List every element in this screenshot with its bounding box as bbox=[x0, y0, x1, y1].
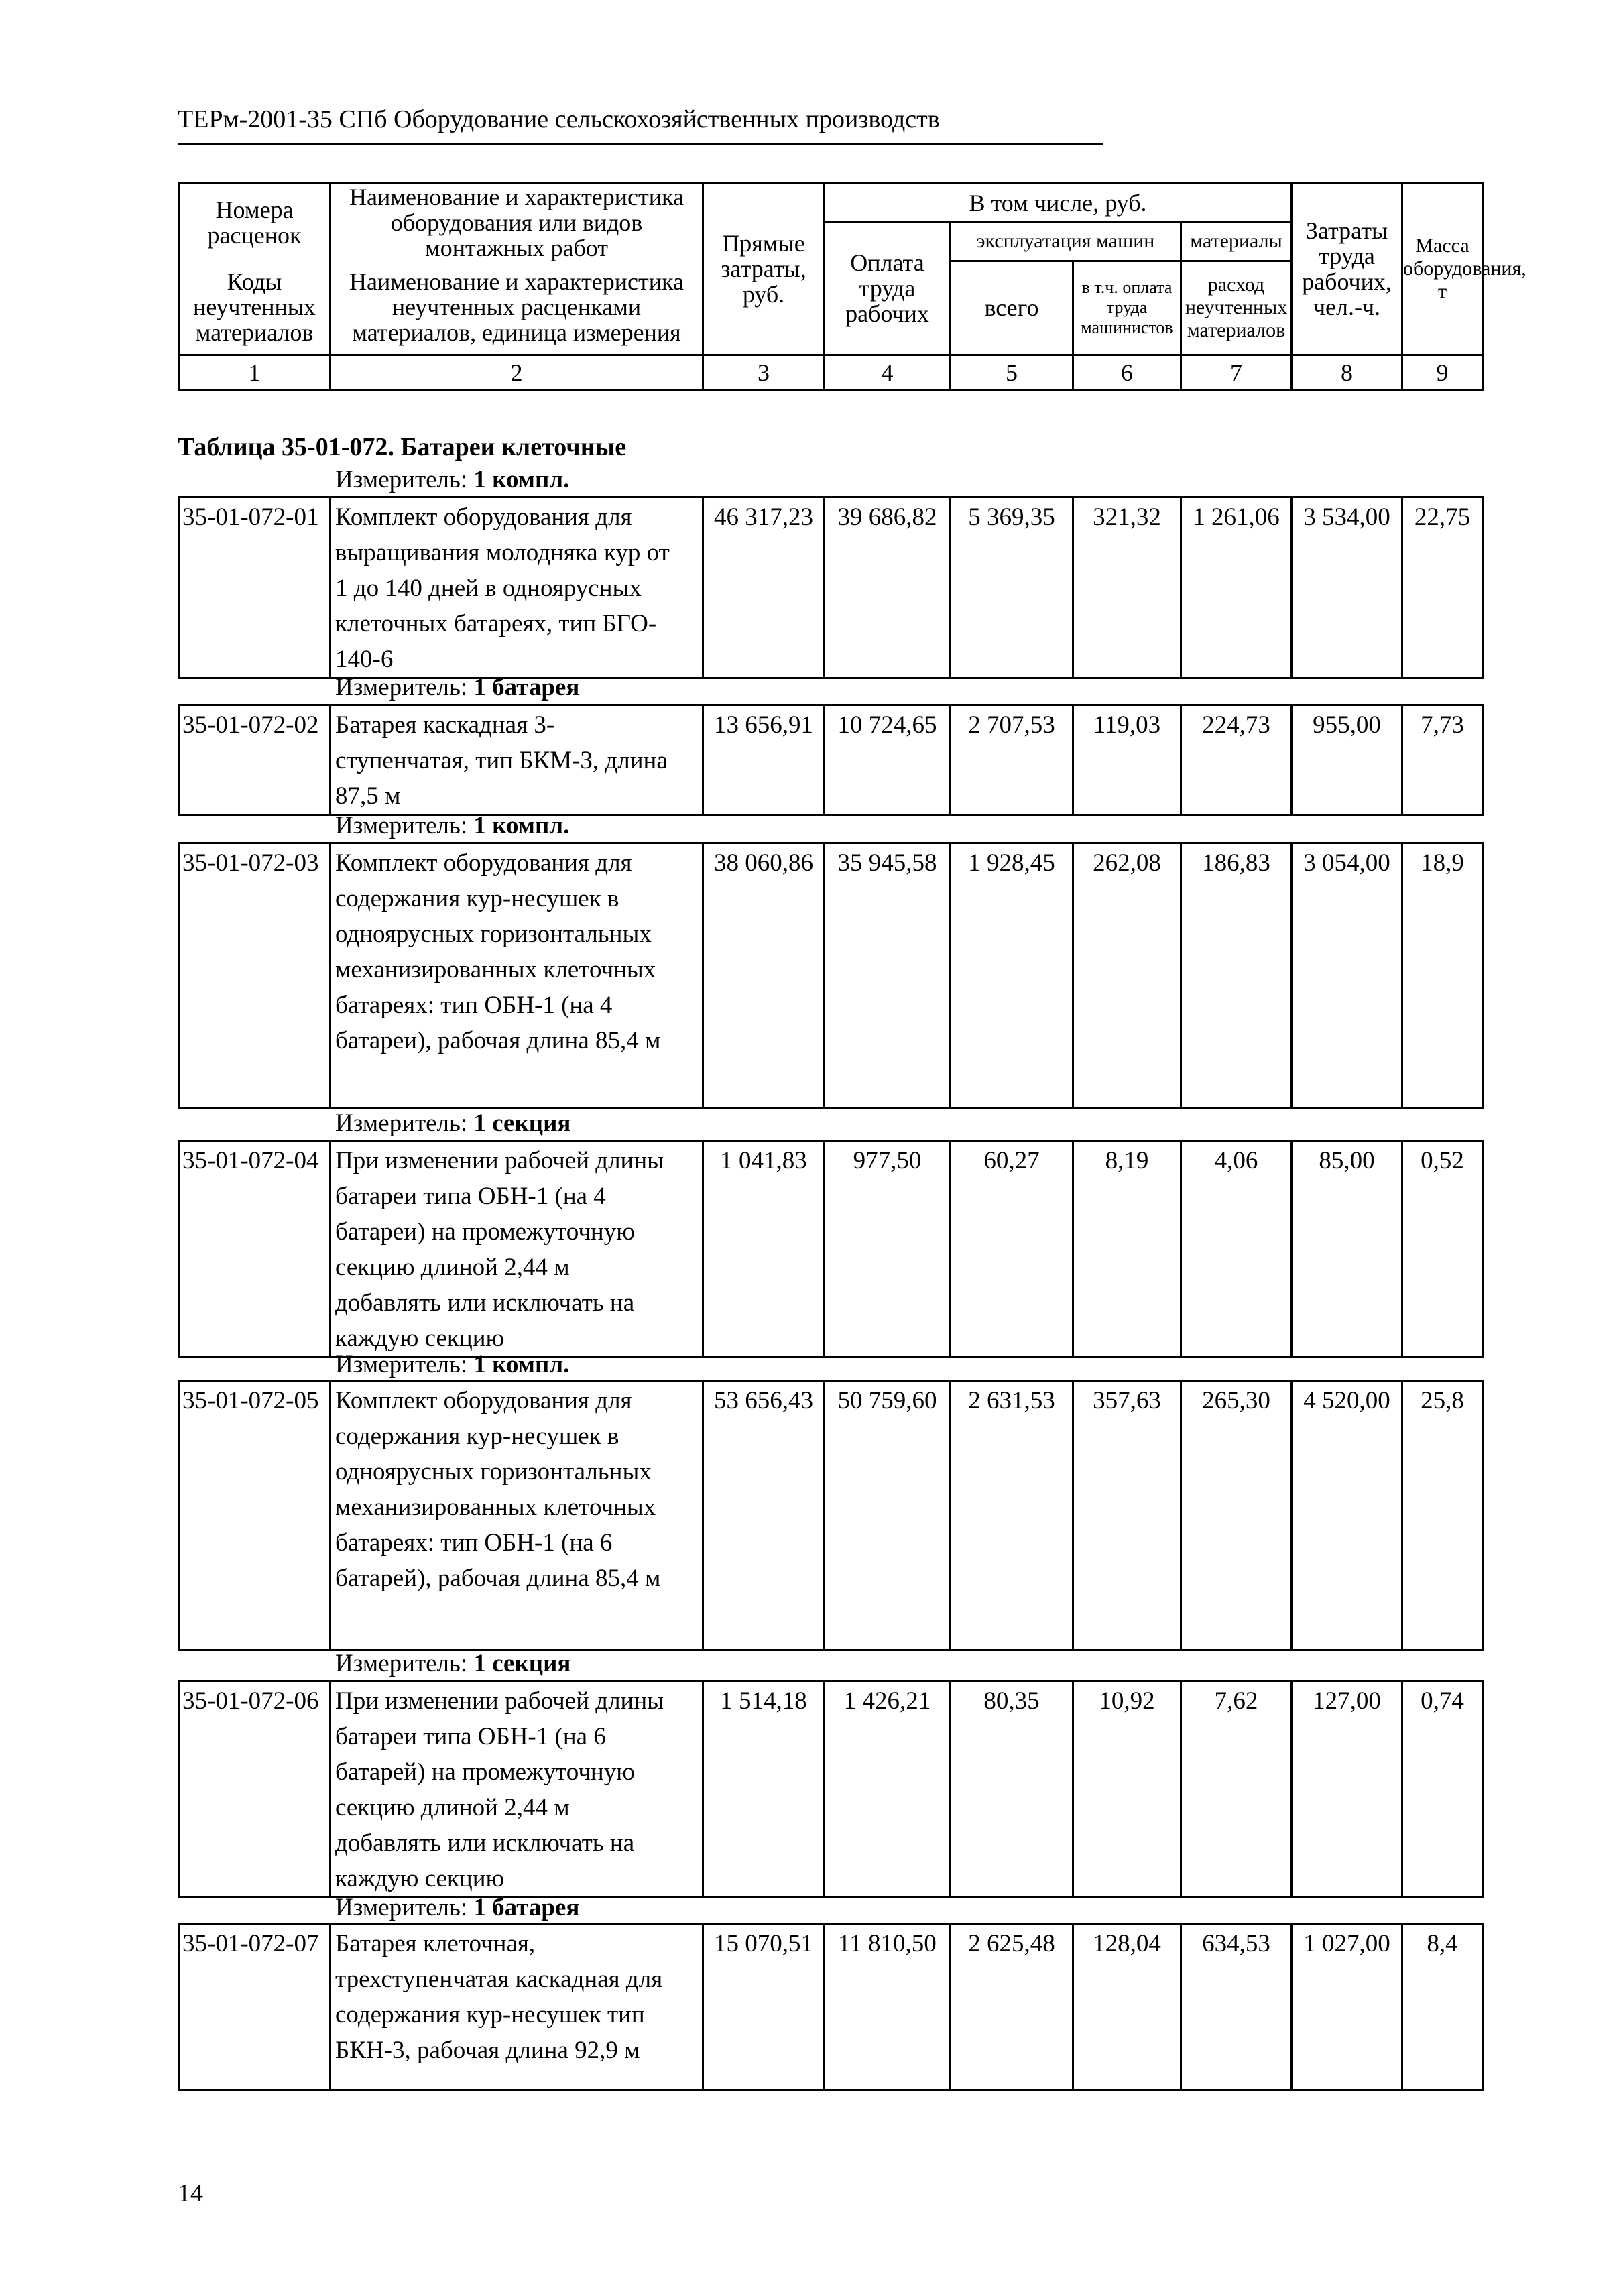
col-machinist-pay-header: в т.ч. оплата труда машинистов bbox=[1073, 261, 1181, 355]
col-number: 5 bbox=[951, 355, 1073, 390]
rate-name-line: добавлять или исключать на bbox=[335, 1829, 635, 1857]
rate-row bbox=[178, 1923, 1484, 2091]
rate-name-line: одноярусных горизонтальных bbox=[335, 920, 652, 948]
equipment-mass: 0,74 bbox=[1402, 1681, 1483, 1898]
machines-total: 60,27 bbox=[951, 1141, 1073, 1357]
rate-name bbox=[330, 1381, 703, 1650]
unaccounted-materials: 224,73 bbox=[1181, 705, 1292, 815]
machines-total: 1 928,45 bbox=[951, 843, 1073, 1109]
unit-caption: Измеритель: bbox=[335, 674, 468, 701]
unit-caption: Измеритель: bbox=[335, 1109, 468, 1137]
rate-name-line: Батарея клеточная, bbox=[335, 1930, 536, 1957]
rate-name bbox=[330, 1924, 703, 2090]
unit-caption: Измеритель: bbox=[335, 1351, 468, 1378]
labor-hours: 3 054,00 bbox=[1292, 843, 1402, 1109]
rate-name-line: механизированных клеточных bbox=[335, 1494, 656, 1521]
rate-name bbox=[330, 497, 703, 678]
rate-name-line: содержания кур-несушек в bbox=[335, 1423, 619, 1450]
direct-costs: 1 514,18 bbox=[703, 1681, 825, 1898]
col-number: 3 bbox=[703, 355, 825, 390]
rate-name-line: 1 до 140 дней в одноярусных bbox=[335, 575, 642, 602]
rate-row bbox=[178, 704, 1484, 816]
rate-name-line: При изменении рабочей длины bbox=[335, 1147, 664, 1174]
machines-total: 2 707,53 bbox=[951, 705, 1073, 815]
rate-name-line: содержания кур-несушек в bbox=[335, 885, 619, 912]
rate-name-line: При изменении рабочей длины bbox=[335, 1687, 664, 1715]
rate-name-line: батарей), рабочая длина 85,4 м bbox=[335, 1565, 661, 1592]
unaccounted-materials: 634,53 bbox=[1181, 1924, 1292, 2090]
col-number: 4 bbox=[825, 355, 951, 390]
header-rule bbox=[178, 143, 1103, 145]
direct-costs: 15 070,51 bbox=[703, 1924, 825, 2090]
rate-name-line: одноярусных горизонтальных bbox=[335, 1458, 652, 1486]
rate-code: 35-01-072-02 bbox=[179, 705, 330, 815]
rate-name-line: батарей) на промежуточную bbox=[335, 1758, 635, 1786]
machinist-pay: 128,04 bbox=[1073, 1924, 1181, 2090]
rate-name-line: БКН-3, рабочая длина 92,9 м bbox=[335, 2037, 640, 2064]
col-mass-header: Масса оборудования, т bbox=[1402, 184, 1483, 355]
unit-value: 1 компл. bbox=[473, 1351, 570, 1378]
direct-costs: 13 656,91 bbox=[703, 705, 825, 815]
labor-pay: 35 945,58 bbox=[825, 843, 951, 1109]
col-codes-header: Номера расценок bbox=[179, 184, 330, 261]
equipment-mass: 0,52 bbox=[1402, 1141, 1483, 1357]
rate-row bbox=[178, 496, 1484, 679]
col-including-header: В том числе, руб. bbox=[825, 184, 1292, 223]
col-name-header: Наименование и характеристика оборудования или видов монтажных работ bbox=[330, 184, 703, 261]
page-number: 14 bbox=[178, 2179, 203, 2208]
col-unaccounted-materials-header: расход неучтенных материалов bbox=[1181, 261, 1292, 355]
unit-caption: Измеритель: bbox=[335, 1650, 468, 1677]
equipment-mass: 7,73 bbox=[1402, 705, 1483, 815]
labor-pay: 1 426,21 bbox=[825, 1681, 951, 1898]
unaccounted-materials: 7,62 bbox=[1181, 1681, 1292, 1898]
machinist-pay: 321,32 bbox=[1073, 497, 1181, 678]
col-number: 8 bbox=[1292, 355, 1402, 390]
col-machines-total-header: всего bbox=[951, 261, 1073, 355]
col-labor-pay-header: Оплата труда рабочих bbox=[825, 223, 951, 355]
direct-costs: 53 656,43 bbox=[703, 1381, 825, 1650]
machines-total: 80,35 bbox=[951, 1681, 1073, 1898]
rate-code: 35-01-072-01 bbox=[179, 497, 330, 678]
col-labor-hours-header: Затраты труда рабочих, чел.-ч. bbox=[1292, 184, 1402, 355]
rate-name-line: батареи типа ОБН-1 (на 4 bbox=[335, 1183, 606, 1210]
unit-label bbox=[335, 1349, 569, 1381]
machinist-pay: 8,19 bbox=[1073, 1141, 1181, 1357]
col-number: 9 bbox=[1402, 355, 1483, 390]
rate-name-line: секцию длиной 2,44 м bbox=[335, 1254, 570, 1281]
machines-total: 5 369,35 bbox=[951, 497, 1073, 678]
unit-label bbox=[335, 464, 569, 496]
rate-name-line: батареи типа ОБН-1 (на 6 bbox=[335, 1723, 606, 1750]
col-number: 7 bbox=[1181, 355, 1292, 390]
col-unaccounted-codes-header: Коды неучтенных материалов bbox=[179, 261, 330, 355]
rate-name-line: батареи), рабочая длина 85,4 м bbox=[335, 1027, 661, 1054]
rate-row bbox=[178, 842, 1484, 1109]
equipment-mass: 18,9 bbox=[1402, 843, 1483, 1109]
direct-costs: 1 041,83 bbox=[703, 1141, 825, 1357]
rate-name-line: 140-6 bbox=[335, 646, 394, 673]
machines-total: 2 625,48 bbox=[951, 1924, 1073, 2090]
rate-name-line: 87,5 м bbox=[335, 782, 401, 810]
rate-row bbox=[178, 1380, 1484, 1651]
machinist-pay: 262,08 bbox=[1073, 843, 1181, 1109]
rate-name-line: Батарея каскадная 3- bbox=[335, 711, 555, 739]
rate-name-line: ступенчатая, тип БКМ-3, длина bbox=[335, 747, 668, 774]
labor-hours: 127,00 bbox=[1292, 1681, 1402, 1898]
machines-total: 2 631,53 bbox=[951, 1381, 1073, 1650]
rate-code: 35-01-072-05 bbox=[179, 1381, 330, 1650]
rate-code: 35-01-072-04 bbox=[179, 1141, 330, 1357]
rate-name-line: содержания кур-несушек тип bbox=[335, 2001, 645, 2029]
unaccounted-materials: 265,30 bbox=[1181, 1381, 1292, 1650]
unit-value: 1 компл. bbox=[473, 466, 570, 493]
rate-name bbox=[330, 843, 703, 1109]
labor-pay: 39 686,82 bbox=[825, 497, 951, 678]
rate-name-line: добавлять или исключать на bbox=[335, 1289, 635, 1317]
rate-name-line: батареи) на промежуточную bbox=[335, 1218, 635, 1246]
rate-name-line: батареях: тип ОБН-1 (на 6 bbox=[335, 1529, 613, 1557]
labor-hours: 1 027,00 bbox=[1292, 1924, 1402, 2090]
col-number: 1 bbox=[179, 355, 330, 390]
unaccounted-materials: 4,06 bbox=[1181, 1141, 1292, 1357]
column-header-table bbox=[178, 182, 1526, 391]
labor-hours: 3 534,00 bbox=[1292, 497, 1402, 678]
labor-hours: 4 520,00 bbox=[1292, 1381, 1402, 1650]
direct-costs: 38 060,86 bbox=[703, 843, 825, 1109]
labor-pay: 10 724,65 bbox=[825, 705, 951, 815]
page-header: ТЕРм-2001-35 СПб Оборудование сельскохозяйственных производств bbox=[178, 105, 940, 133]
rate-name-line: клеточных батареях, тип БГО- bbox=[335, 610, 657, 638]
unit-value: 1 компл. bbox=[473, 812, 570, 839]
labor-pay: 11 810,50 bbox=[825, 1924, 951, 2090]
unit-value: 1 батарея bbox=[473, 674, 580, 701]
rate-name-line: Комплект оборудования для bbox=[335, 503, 632, 531]
unit-label bbox=[335, 1892, 579, 1924]
rate-name-line: каждую секцию bbox=[335, 1325, 505, 1352]
labor-hours: 85,00 bbox=[1292, 1141, 1402, 1357]
unit-value: 1 секция bbox=[473, 1109, 571, 1137]
col-materials-header: материалы bbox=[1181, 223, 1292, 261]
labor-hours: 955,00 bbox=[1292, 705, 1402, 815]
col-direct-costs-header: Прямые затраты, руб. bbox=[703, 184, 825, 355]
rate-name bbox=[330, 705, 703, 815]
unit-label bbox=[335, 1107, 570, 1140]
unit-value: 1 батарея bbox=[473, 1894, 580, 1921]
table-title: Таблица 35-01-072. Батареи клеточные bbox=[178, 433, 627, 461]
unaccounted-materials: 1 261,06 bbox=[1181, 497, 1292, 678]
rate-code: 35-01-072-03 bbox=[179, 843, 330, 1109]
machinist-pay: 10,92 bbox=[1073, 1681, 1181, 1898]
rate-name-line: батареях: тип ОБН-1 (на 4 bbox=[335, 991, 613, 1019]
machinist-pay: 357,63 bbox=[1073, 1381, 1181, 1650]
col-number: 6 bbox=[1073, 355, 1181, 390]
rate-name-line: выращивания молодняка кур от bbox=[335, 539, 670, 566]
labor-pay: 977,50 bbox=[825, 1141, 951, 1357]
rate-name bbox=[330, 1681, 703, 1898]
unit-value: 1 секция bbox=[473, 1650, 571, 1677]
rate-code: 35-01-072-07 bbox=[179, 1924, 330, 2090]
rate-name-line: Комплект оборудования для bbox=[335, 849, 632, 877]
unaccounted-materials: 186,83 bbox=[1181, 843, 1292, 1109]
direct-costs: 46 317,23 bbox=[703, 497, 825, 678]
equipment-mass: 22,75 bbox=[1402, 497, 1483, 678]
machinist-pay: 119,03 bbox=[1073, 705, 1181, 815]
col-unaccounted-name-header: Наименование и характеристика неучтенных расценками материалов, единица измерения bbox=[330, 261, 703, 355]
labor-pay: 50 759,60 bbox=[825, 1381, 951, 1650]
rate-name-line: каждую секцию bbox=[335, 1865, 505, 1892]
rate-name-line: механизированных клеточных bbox=[335, 956, 656, 983]
rate-code: 35-01-072-06 bbox=[179, 1681, 330, 1898]
col-number: 2 bbox=[330, 355, 703, 390]
rate-row bbox=[178, 1140, 1484, 1358]
unit-label bbox=[335, 1648, 570, 1680]
equipment-mass: 8,4 bbox=[1402, 1924, 1483, 2090]
rate-name bbox=[330, 1141, 703, 1357]
col-machines-header: эксплуатация машин bbox=[951, 223, 1181, 261]
rate-name-line: трехступенчатая каскадная для bbox=[335, 1966, 663, 1993]
unit-label bbox=[335, 672, 579, 704]
unit-caption: Измеритель: bbox=[335, 812, 468, 839]
rate-name-line: Комплект оборудования для bbox=[335, 1387, 632, 1414]
rate-row bbox=[178, 1680, 1484, 1898]
unit-label bbox=[335, 810, 569, 842]
equipment-mass: 25,8 bbox=[1402, 1381, 1483, 1650]
unit-caption: Измеритель: bbox=[335, 1894, 468, 1921]
unit-caption: Измеритель: bbox=[335, 466, 468, 493]
rate-name-line: секцию длиной 2,44 м bbox=[335, 1794, 570, 1821]
